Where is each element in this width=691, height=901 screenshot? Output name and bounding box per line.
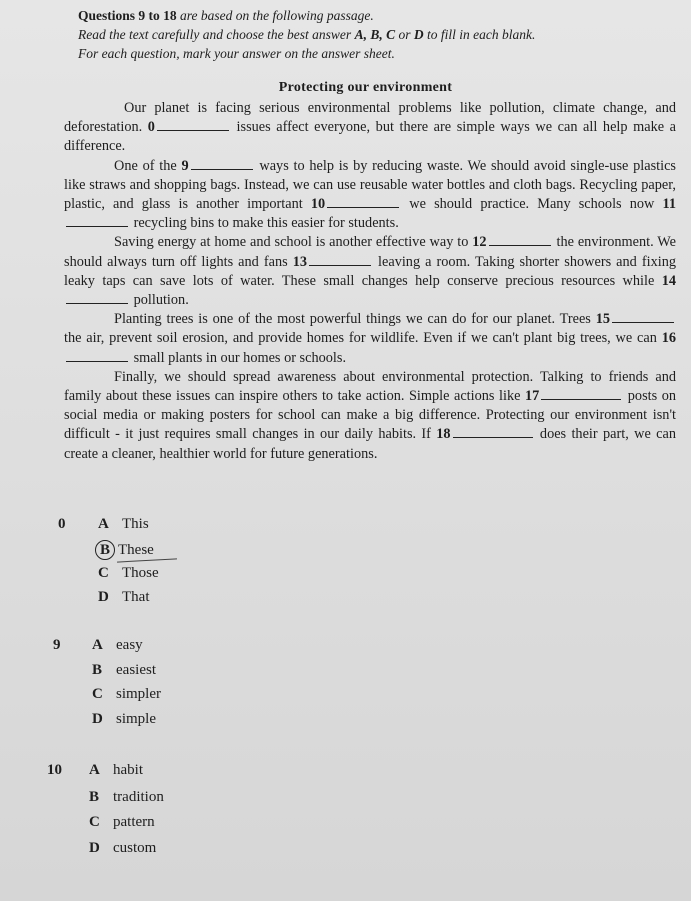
blank-number-15: 15 <box>595 311 610 328</box>
passage-text: recycling bins to make this easier for students. <box>130 215 399 232</box>
blank-number-12: 12 <box>472 234 487 251</box>
instructions-letters: A, B, C <box>354 27 396 42</box>
blank-number-9: 9 <box>181 157 189 174</box>
blank-number-14: 14 <box>661 272 676 289</box>
option-9-d[interactable] <box>92 711 156 728</box>
option-10-c[interactable] <box>89 814 155 831</box>
blank-number-10: 10 <box>310 196 326 213</box>
option-letter: C <box>89 814 100 830</box>
instructions-text: or <box>395 27 414 42</box>
option-10-a[interactable] <box>89 762 143 779</box>
passage-text: the air, prevent soil erosion, and provide homes for wildlife. Even if we can't plant big trees, we can <box>64 330 662 347</box>
option-text: easy <box>116 637 143 653</box>
question-number: 10 <box>47 762 62 778</box>
option-letter: A <box>92 637 103 653</box>
passage-text: ways to help is by reducing waste. We should avoid single-use plastics like straws and shopping bags. Instead, we can use reusable water bottles and cloth bags. Recycling paper, plastic, and glass is another important <box>64 157 676 213</box>
option-letter: D <box>92 711 103 727</box>
option-text: That <box>122 589 150 605</box>
option-letter: D <box>89 840 100 856</box>
option-text: pattern <box>113 814 155 830</box>
option-text: habit <box>113 762 143 778</box>
passage-text: issues affect everyone, but there are simple ways we can all help make a difference. <box>64 119 676 155</box>
option-letter: A <box>89 762 100 778</box>
option-9-b[interactable] <box>92 662 156 679</box>
option-letter: A <box>98 516 109 532</box>
passage-text: One of the <box>114 157 182 174</box>
option-9-a[interactable] <box>92 637 143 654</box>
passage-text: Saving energy at home and school is another effective way to <box>114 234 473 251</box>
option-text: Those <box>122 565 159 581</box>
option-text: tradition <box>113 789 164 805</box>
option-text: This <box>122 516 149 532</box>
option-9-c[interactable] <box>92 686 161 703</box>
passage-text: we should practice. Many schools now <box>401 196 663 213</box>
blank-number-17: 17 <box>524 388 540 405</box>
questions-range: Questions 9 to 18 <box>78 8 177 23</box>
option-0-b[interactable] <box>98 540 154 560</box>
blank-number-18: 18 <box>436 426 451 443</box>
option-text: simple <box>116 711 156 727</box>
option-letter: C <box>92 686 103 702</box>
option-0-d[interactable] <box>98 589 150 606</box>
instructions-text: Read the text carefully and choose the best answer <box>78 27 355 42</box>
blank-number-16: 16 <box>661 330 676 347</box>
question-number: 9 <box>53 637 61 653</box>
passage-text: Finally, we should spread awareness about environmental protection. Talking to friends and family about these issues can inspire others to take action. Simple actions like <box>64 368 676 405</box>
instructions-text: are based on the following passage. <box>180 8 374 23</box>
option-10-d[interactable] <box>89 840 156 857</box>
option-10-b[interactable] <box>89 789 164 806</box>
blank-number-0: 0 <box>147 119 155 136</box>
passage-title: Protecting our environment <box>278 80 453 95</box>
option-letter: B <box>92 662 103 678</box>
option-letter: D <box>98 589 109 605</box>
option-text: custom <box>113 840 157 856</box>
blank-number-11: 11 <box>662 196 676 213</box>
option-letter: B <box>89 789 100 805</box>
passage-text: Planting trees is one of the most powerful things we can do for our planet. Trees <box>114 311 596 328</box>
option-0-a[interactable] <box>98 516 149 533</box>
option-text: These <box>118 542 154 558</box>
instructions-line-3: For each question, mark your answer on the answer sheet. <box>78 46 395 61</box>
option-letter: C <box>98 565 109 581</box>
passage-text: leaving a room. Taking shorter showers and fixing leaky taps can save lots of water. These small changes help conserve precious resources while <box>64 253 676 289</box>
instructions-text: to fill in each blank. <box>423 27 536 42</box>
option-text: easiest <box>116 662 156 678</box>
selected-circle-icon: B <box>95 540 115 560</box>
passage-text: Our planet is facing serious environmental problems like pollution, climate change, and deforestation. <box>64 100 676 136</box>
question-number: 0 <box>58 516 66 532</box>
passage-text: the environment. We should always turn off lights and fans <box>64 234 676 270</box>
option-text: simpler <box>116 686 161 702</box>
passage-text: does their part, we can create a cleaner, healthier world for future generations. <box>64 426 676 462</box>
passage-text: small plants in our homes or schools. <box>130 349 347 366</box>
passage-text: pollution. <box>130 292 189 309</box>
option-0-c[interactable] <box>98 565 159 582</box>
blank-number-13: 13 <box>292 253 307 270</box>
passage-text: posts on social media or making posters for school can make a big difference. Protecting our environment isn't difficult - it just requires small changes in our daily habits. If <box>64 388 677 443</box>
instructions-letters: D <box>413 27 424 42</box>
